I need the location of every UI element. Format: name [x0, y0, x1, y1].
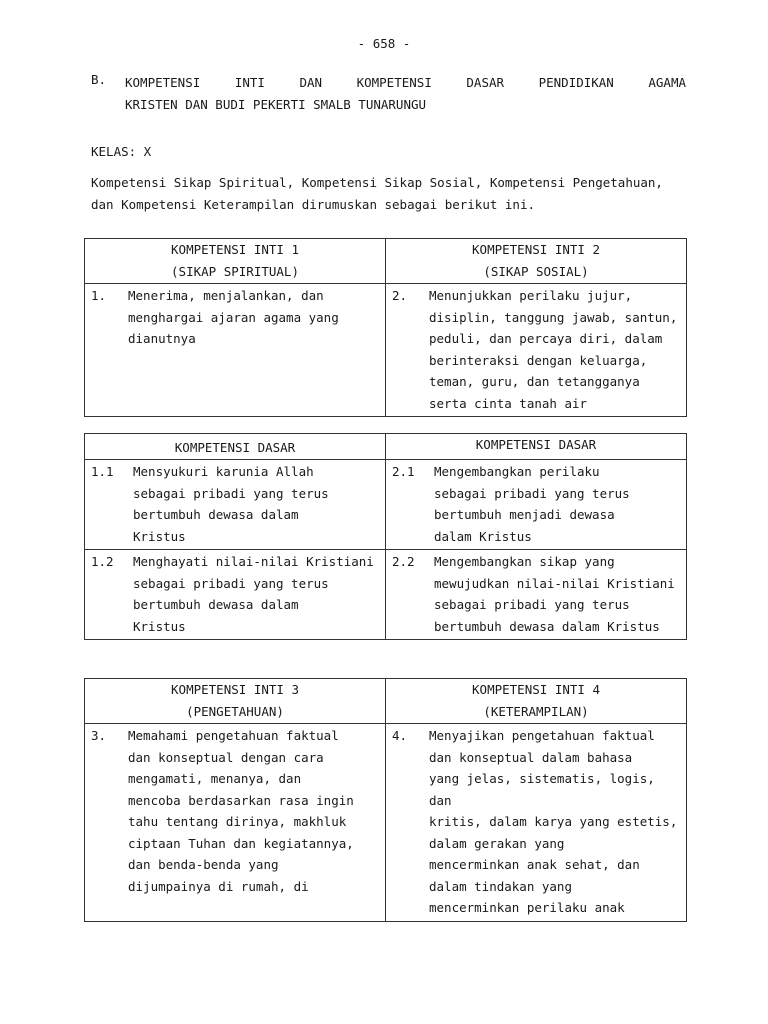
header-subtitle: (KETERAMPILAN)	[483, 704, 589, 719]
item-number: 1.1	[91, 464, 114, 479]
table-header-row	[85, 679, 687, 724]
header-title: KOMPETENSI INTI 4	[472, 682, 600, 697]
item-number: 1.2	[91, 554, 114, 569]
header-title: KOMPETENSI INTI 1	[171, 242, 299, 257]
section-heading	[91, 72, 686, 116]
page-number: - 658 -	[357, 36, 411, 51]
header-ki-3	[85, 679, 386, 724]
header-ki-2	[386, 239, 687, 284]
header-title: KOMPETENSI INTI 3	[171, 682, 299, 697]
core-competency-table-3-4	[84, 678, 687, 922]
header-kd-left: KOMPETENSI DASAR	[85, 434, 386, 460]
header-kd-right: KOMPETENSI DASAR	[386, 434, 687, 460]
table-cell	[386, 724, 687, 922]
item-number: 4.	[392, 728, 408, 743]
item-text: Menyajikan pengetahuan faktual dan konseptual dalam bahasa yang jelas, sistematis, logis, dan kritis, dalam karya yang estetis, dalam gerakan yang mencerminkan anak sehat, dan dalam tindakan yang mencerminkan perilaku anak	[429, 728, 678, 915]
table-row	[85, 284, 687, 417]
table-header-row	[85, 434, 687, 460]
item-text: Menghayati nilai-nilai Kristiani sebagai pribadi yang terus bertumbuh dewasa dalam Kristus	[133, 554, 374, 634]
header-subtitle: (SIKAP SPIRITUAL)	[171, 264, 299, 279]
item-number: 1.	[91, 288, 107, 303]
section-title-line-1: KOMPETENSI INTI DAN KOMPETENSI DASAR PENDIDIKAN AGAMA	[125, 75, 686, 90]
section-letter: B.	[91, 72, 107, 87]
table-row	[85, 460, 687, 550]
item-number: 2.2	[392, 554, 415, 569]
table-cell	[85, 284, 386, 417]
table-row	[85, 550, 687, 640]
item-text: Mengembangkan sikap yang mewujudkan nilai-nilai Kristiani sebagai pribadi yang terus bertumbuh dewasa dalam Kristus	[434, 554, 675, 634]
header-ki-4	[386, 679, 687, 724]
table-cell	[386, 460, 687, 550]
intro-paragraph: Kompetensi Sikap Spiritual, Kompetensi Sikap Sosial, Kompetensi Pengetahuan, dan Kompetensi Keterampilan dirumuskan sebagai berikut ini.	[91, 175, 663, 212]
table-row	[85, 724, 687, 922]
table-header-row	[85, 239, 687, 284]
table-cell	[85, 460, 386, 550]
header-ki-1	[85, 239, 386, 284]
class-label: KELAS: X	[91, 144, 152, 159]
table-cell	[386, 284, 687, 417]
core-competency-table-1-2	[84, 238, 687, 417]
header-title: KOMPETENSI INTI 2	[472, 242, 600, 257]
basic-competency-table	[84, 433, 687, 640]
item-text: Memahami pengetahuan faktual dan konseptual dengan cara mengamati, menanya, dan mencoba berdasarkan rasa ingin tahu tentang dirinya, makhluk ciptaan Tuhan dan kegiatannya, dan benda-benda yang dijumpainya di rumah, di	[128, 728, 354, 894]
table-cell	[85, 550, 386, 640]
item-text: Mengembangkan perilaku sebagai pribadi yang terus bertumbuh menjadi dewasa dalam Kristus	[434, 464, 630, 544]
item-text: Menunjukkan perilaku jujur, disiplin, tanggung jawab, santun, peduli, dan percaya diri, dalam berinteraksi dengan keluarga, teman, guru, dan tetangganya serta cinta tanah air	[429, 288, 678, 411]
header-subtitle: (SIKAP SOSIAL)	[483, 264, 589, 279]
item-text: Mensyukuri karunia Allah sebagai pribadi yang terus bertumbuh dewasa dalam Kristus	[133, 464, 329, 544]
item-number: 3.	[91, 728, 107, 743]
item-number: 2.	[392, 288, 408, 303]
section-title-line-2: KRISTEN DAN BUDI PEKERTI SMALB TUNARUNGU	[125, 97, 427, 112]
item-number: 2.1	[392, 464, 415, 479]
table-cell	[85, 724, 386, 922]
header-subtitle: (PENGETAHUAN)	[186, 704, 284, 719]
section-title	[125, 72, 686, 116]
item-text: Menerima, menjalankan, dan menghargai ajaran agama yang dianutnya	[128, 288, 339, 346]
table-cell	[386, 550, 687, 640]
